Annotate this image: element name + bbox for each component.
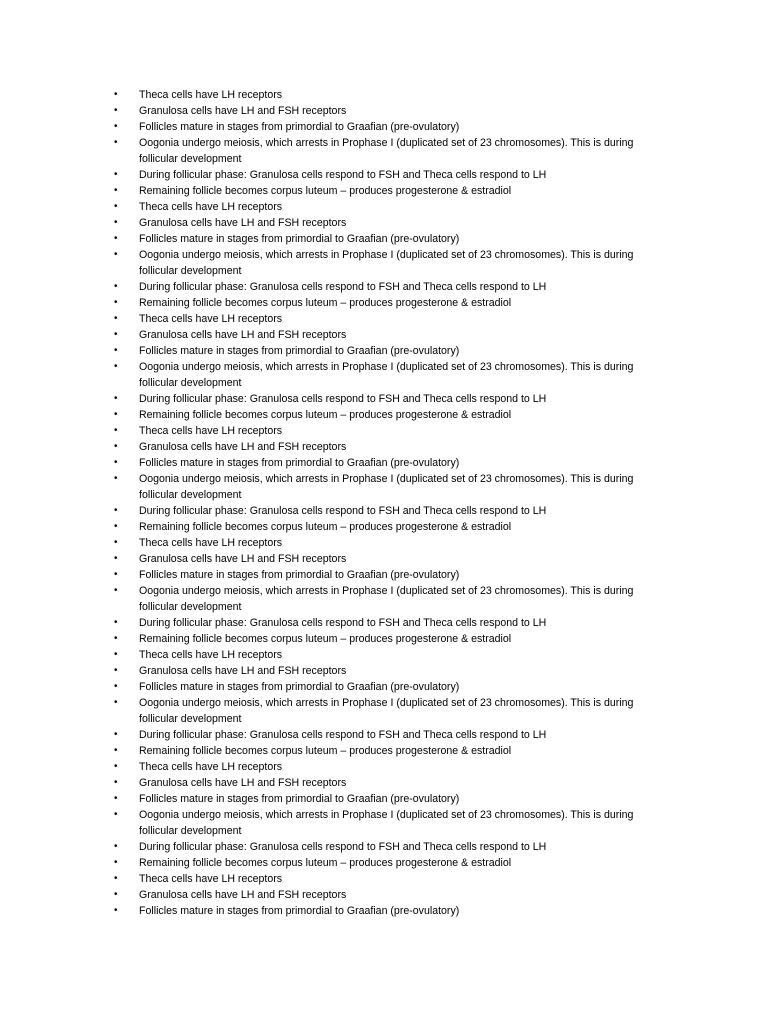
list-item [114, 327, 659, 343]
list-item-text: Granulosa cells have LH and FSH receptors [139, 329, 347, 341]
bullet-icon: • [114, 649, 118, 660]
list-item-text: During follicular phase: Granulosa cells respond to FSH and Theca cells respond to LH [139, 617, 547, 629]
list-item [114, 807, 659, 839]
bullet-icon: • [114, 409, 118, 420]
list-item [114, 887, 659, 903]
bullet-icon: • [114, 185, 118, 196]
bullet-icon: • [114, 393, 118, 404]
bullet-icon: • [114, 537, 118, 548]
list-item-text: Theca cells have LH receptors [139, 761, 283, 773]
list-item [114, 727, 659, 743]
list-item [114, 359, 659, 391]
list-item-text: Granulosa cells have LH and FSH receptors [139, 777, 347, 789]
bullet-icon: • [114, 745, 118, 756]
list-item [114, 631, 659, 647]
list-item [114, 167, 659, 183]
list-item-text: Follicles mature in stages from primordial to Graafian (pre-ovulatory) [139, 793, 460, 805]
bullet-icon: • [114, 441, 118, 452]
list-item [114, 791, 659, 807]
bullet-icon: • [114, 585, 118, 596]
list-item-text: Follicles mature in stages from primordial to Graafian (pre-ovulatory) [139, 905, 460, 917]
bullet-icon: • [114, 905, 118, 916]
list-item-text: Follicles mature in stages from primordial to Graafian (pre-ovulatory) [139, 233, 460, 245]
list-item [114, 311, 659, 327]
bullet-icon: • [114, 553, 118, 564]
list-item-text: Remaining follicle becomes corpus luteum – produces progesterone & estradiol [139, 633, 512, 645]
list-item [114, 103, 659, 119]
list-item [114, 231, 659, 247]
bullet-icon: • [114, 89, 118, 100]
list-item [114, 471, 659, 503]
list-item-text: Oogonia undergo meiosis, which arrests in Prophase I (duplicated set of 23 chromosomes). This is during follicular development [139, 249, 634, 277]
list-item [114, 87, 659, 103]
bullet-icon: • [114, 777, 118, 788]
bullet-icon: • [114, 281, 118, 292]
bullet-icon: • [114, 665, 118, 676]
list-item [114, 839, 659, 855]
list-item-text: During follicular phase: Granulosa cells respond to FSH and Theca cells respond to LH [139, 393, 547, 405]
bullet-icon: • [114, 873, 118, 884]
list-item-text: Remaining follicle becomes corpus luteum – produces progesterone & estradiol [139, 185, 512, 197]
bullet-icon: • [114, 457, 118, 468]
list-item [114, 535, 659, 551]
bullet-icon: • [114, 121, 118, 132]
bullet-icon: • [114, 105, 118, 116]
list-item-text: Granulosa cells have LH and FSH receptors [139, 553, 347, 565]
list-item-text: Follicles mature in stages from primordial to Graafian (pre-ovulatory) [139, 569, 460, 581]
bullet-icon: • [114, 345, 118, 356]
list-item [114, 743, 659, 759]
list-item [114, 343, 659, 359]
bullet-list [114, 87, 659, 919]
bullet-icon: • [114, 233, 118, 244]
list-item-text: Oogonia undergo meiosis, which arrests in Prophase I (duplicated set of 23 chromosomes). This is during follicular development [139, 809, 634, 837]
bullet-icon: • [114, 633, 118, 644]
list-item [114, 295, 659, 311]
list-item [114, 119, 659, 135]
list-item [114, 215, 659, 231]
list-item [114, 695, 659, 727]
list-item [114, 423, 659, 439]
list-item-text: Oogonia undergo meiosis, which arrests in Prophase I (duplicated set of 23 chromosomes). This is during follicular development [139, 361, 634, 389]
list-item-text: Remaining follicle becomes corpus luteum – produces progesterone & estradiol [139, 745, 512, 757]
bullet-icon: • [114, 521, 118, 532]
list-item [114, 855, 659, 871]
list-item [114, 551, 659, 567]
list-item-text: Follicles mature in stages from primordial to Graafian (pre-ovulatory) [139, 345, 460, 357]
list-item-text: Granulosa cells have LH and FSH receptors [139, 889, 347, 901]
bullet-icon: • [114, 201, 118, 212]
list-item [114, 455, 659, 471]
list-item-text: Oogonia undergo meiosis, which arrests in Prophase I (duplicated set of 23 chromosomes). This is during follicular development [139, 585, 634, 613]
bullet-icon: • [114, 761, 118, 772]
bullet-icon: • [114, 729, 118, 740]
list-item-text: Theca cells have LH receptors [139, 201, 283, 213]
bullet-icon: • [114, 809, 118, 820]
list-item [114, 391, 659, 407]
list-item-text: Oogonia undergo meiosis, which arrests in Prophase I (duplicated set of 23 chromosomes). This is during follicular development [139, 697, 634, 725]
list-item-text: During follicular phase: Granulosa cells respond to FSH and Theca cells respond to LH [139, 841, 547, 853]
list-item [114, 135, 659, 167]
list-item [114, 407, 659, 423]
bullet-icon: • [114, 169, 118, 180]
list-item-text: Granulosa cells have LH and FSH receptors [139, 665, 347, 677]
bullet-icon: • [114, 297, 118, 308]
list-item-text: Theca cells have LH receptors [139, 649, 283, 661]
list-item-text: Oogonia undergo meiosis, which arrests in Prophase I (duplicated set of 23 chromosomes). This is during follicular development [139, 473, 634, 501]
bullet-icon: • [114, 137, 118, 148]
list-item [114, 583, 659, 615]
list-item [114, 615, 659, 631]
list-item-text: Remaining follicle becomes corpus luteum – produces progesterone & estradiol [139, 409, 512, 421]
list-item-text: Theca cells have LH receptors [139, 89, 283, 101]
list-item-text: Granulosa cells have LH and FSH receptors [139, 105, 347, 117]
list-item-text: Follicles mature in stages from primordial to Graafian (pre-ovulatory) [139, 121, 460, 133]
list-item [114, 663, 659, 679]
list-item [114, 679, 659, 695]
bullet-icon: • [114, 569, 118, 580]
list-item [114, 903, 659, 919]
list-item [114, 647, 659, 663]
list-item-text: Remaining follicle becomes corpus luteum – produces progesterone & estradiol [139, 521, 512, 533]
list-item-text: Theca cells have LH receptors [139, 425, 283, 437]
list-item [114, 279, 659, 295]
list-item-text: Theca cells have LH receptors [139, 313, 283, 325]
bullet-icon: • [114, 313, 118, 324]
list-item-text: During follicular phase: Granulosa cells respond to FSH and Theca cells respond to LH [139, 169, 547, 181]
bullet-icon: • [114, 617, 118, 628]
bullet-icon: • [114, 889, 118, 900]
bullet-icon: • [114, 249, 118, 260]
bullet-icon: • [114, 473, 118, 484]
list-item [114, 759, 659, 775]
list-item-text: Remaining follicle becomes corpus luteum – produces progesterone & estradiol [139, 297, 512, 309]
bullet-icon: • [114, 217, 118, 228]
list-item [114, 519, 659, 535]
list-item-text: During follicular phase: Granulosa cells respond to FSH and Theca cells respond to LH [139, 729, 547, 741]
bullet-icon: • [114, 425, 118, 436]
list-item [114, 503, 659, 519]
list-item [114, 439, 659, 455]
list-item [114, 247, 659, 279]
bullet-icon: • [114, 361, 118, 372]
list-item-text: Oogonia undergo meiosis, which arrests in Prophase I (duplicated set of 23 chromosomes). This is during follicular development [139, 137, 634, 165]
bullet-icon: • [114, 841, 118, 852]
bullet-icon: • [114, 697, 118, 708]
bullet-icon: • [114, 857, 118, 868]
list-item-text: Follicles mature in stages from primordial to Graafian (pre-ovulatory) [139, 681, 460, 693]
bullet-icon: • [114, 505, 118, 516]
list-item-text: Granulosa cells have LH and FSH receptors [139, 441, 347, 453]
list-item-text: Theca cells have LH receptors [139, 873, 283, 885]
list-item [114, 199, 659, 215]
list-item-text: Remaining follicle becomes corpus luteum – produces progesterone & estradiol [139, 857, 512, 869]
list-item-text: During follicular phase: Granulosa cells respond to FSH and Theca cells respond to LH [139, 281, 547, 293]
list-item [114, 871, 659, 887]
list-item-text: Follicles mature in stages from primordial to Graafian (pre-ovulatory) [139, 457, 460, 469]
list-item [114, 183, 659, 199]
list-item [114, 775, 659, 791]
list-item [114, 567, 659, 583]
list-item-text: Granulosa cells have LH and FSH receptors [139, 217, 347, 229]
list-item-text: Theca cells have LH receptors [139, 537, 283, 549]
bullet-icon: • [114, 329, 118, 340]
bullet-icon: • [114, 681, 118, 692]
list-item-text: During follicular phase: Granulosa cells respond to FSH and Theca cells respond to LH [139, 505, 547, 517]
bullet-icon: • [114, 793, 118, 804]
